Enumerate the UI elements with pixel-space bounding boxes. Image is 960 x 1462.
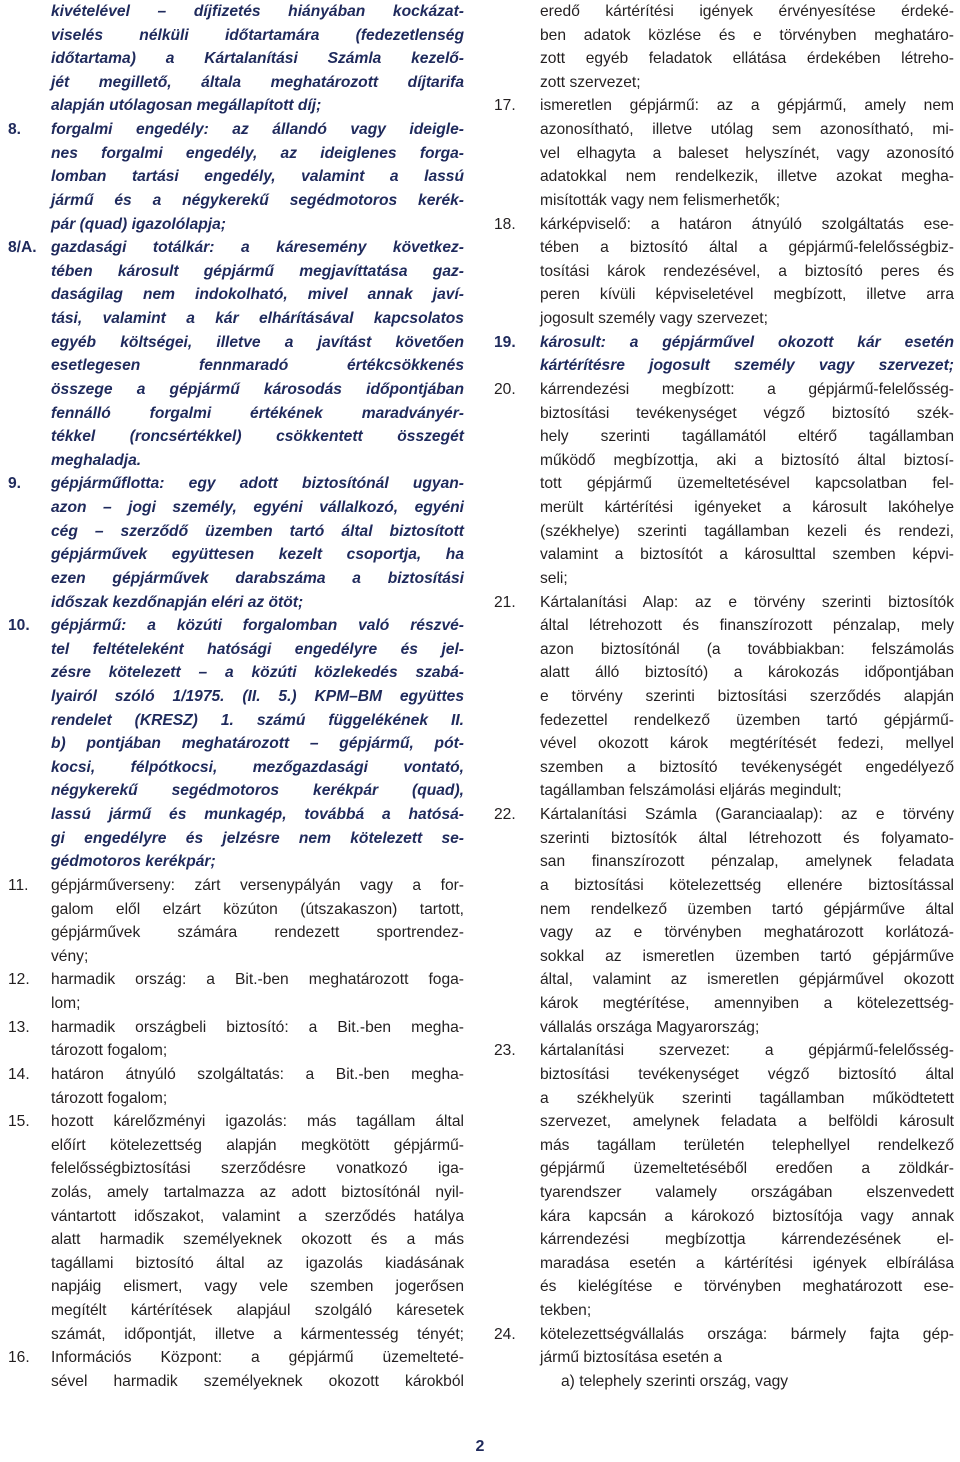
line-text: tében a biztosító által a gépjármű-felelősségbiz- — [540, 239, 954, 257]
text-line — [8, 1323, 464, 1347]
line-text: által, valamint az ismeretlen gépjárművel okozott — [540, 971, 954, 989]
item-number: 9. — [8, 475, 22, 493]
line-text: hely szerinti tagállamától eltérő tagállamban — [540, 428, 954, 446]
text-line — [8, 614, 464, 638]
text-line — [494, 1181, 954, 1205]
line-text: kárrendezési megbízott: a gépjármű-felelősség- — [540, 380, 954, 398]
item-number: 22. — [494, 806, 516, 824]
item-number: 17. — [494, 97, 516, 115]
line-text: számát, időpontját, illetve a kármentesség tényét; — [51, 1325, 464, 1343]
line-text: azon biztosítónál (a továbbiakban: felszámolás — [540, 640, 954, 658]
text-line — [8, 567, 464, 591]
text-line — [8, 425, 464, 449]
line-text: Információs Központ: a gépjármű üzemelteté- — [51, 1349, 464, 1367]
text-line — [8, 24, 464, 48]
text-line — [494, 1063, 954, 1087]
line-text: esetlegesen fennmaradó értékcsökkenés — [51, 357, 464, 375]
text-line — [494, 496, 954, 520]
text-line — [8, 1157, 464, 1181]
text-line — [494, 24, 954, 48]
line-text: megítélt kártérítések alapjául szolgáló káresetek — [51, 1302, 464, 1320]
text-line — [494, 1039, 954, 1063]
line-text: kocsi, félpótkocsi, mezőgazdasági vontató, — [51, 758, 464, 776]
text-line — [494, 614, 954, 638]
text-line — [494, 827, 954, 851]
text-line — [494, 1252, 954, 1276]
text-line — [494, 1157, 954, 1181]
text-line — [494, 992, 954, 1016]
line-text: más tagállam területén telephellyel rendelkező — [540, 1136, 954, 1154]
line-text: rendelet (KRESZ) 1. számú függelékének II. — [51, 711, 464, 729]
text-line — [8, 307, 464, 331]
line-text: gazdasági totálkár: a káresemény következ- — [51, 239, 464, 257]
text-line — [494, 307, 954, 331]
text-line — [8, 732, 464, 756]
text-line — [494, 260, 954, 284]
text-line — [8, 638, 464, 662]
line-text: kára kapcsán a károkozó biztosítója vagy annak — [540, 1207, 954, 1225]
text-line — [8, 921, 464, 945]
line-text: károk megtérítése, amennyiben a kötelezettség- — [540, 995, 954, 1013]
text-line — [494, 945, 954, 969]
line-text: valamint a biztosítót a károsulttal szemben képvi- — [540, 546, 954, 564]
line-text: gépjárművek együttesen kezelt csoportja, ha — [51, 546, 464, 564]
text-line — [8, 1275, 464, 1299]
item-number: 10. — [8, 617, 30, 635]
line-text: biztosítási tevékenységet végző biztosító szék- — [540, 404, 954, 422]
item-number: 13. — [8, 1018, 30, 1036]
line-text: biztosítási tevékenységet végző biztosító által — [540, 1065, 954, 1083]
text-line — [494, 425, 954, 449]
line-text: eredő kártérítési igények érvényesítése érdeké- — [540, 3, 954, 20]
line-text: lomban tartási engedély, valamint a lassú — [51, 168, 464, 186]
line-text: azon – jogi személy, egyéni vállalkozó, egyéni — [51, 499, 464, 517]
text-line — [8, 402, 464, 426]
text-line — [8, 827, 464, 851]
line-text: tagállamban felszámolási eljárás megindult; — [540, 782, 842, 800]
text-line — [8, 779, 464, 803]
text-line — [8, 189, 464, 213]
line-text: maradása esetén a kártérítési igények elbírálása — [540, 1254, 954, 1272]
line-text: és kielégítése e törvényben meghatározott ese- — [540, 1278, 954, 1296]
text-line — [494, 47, 954, 71]
text-line — [494, 0, 954, 24]
text-line — [494, 449, 954, 473]
text-line — [494, 1134, 954, 1158]
text-line — [494, 1275, 954, 1299]
text-line — [8, 992, 464, 1016]
line-text: tott gépjármű üzemeltetésével kapcsolatban fel- — [540, 475, 954, 493]
text-line — [494, 331, 954, 355]
text-line — [8, 661, 464, 685]
line-text: zott szervezet; — [540, 73, 641, 91]
text-line — [494, 874, 954, 898]
line-text: vével okozott károk megtérítését fedezi, mellyel — [540, 735, 954, 753]
text-line — [8, 283, 464, 307]
text-line — [494, 1205, 954, 1229]
line-text: forgalmi engedély: az állandó vagy ideigle- — [51, 121, 464, 139]
text-line — [494, 1110, 954, 1134]
line-text: tosítási károk rendezésével, a biztosító peres és — [540, 262, 954, 280]
text-line — [494, 756, 954, 780]
item-number: 8. — [8, 121, 22, 139]
line-text: időszak kezdőnapján eléri az ötöt; — [51, 593, 304, 611]
text-line — [494, 118, 954, 142]
item-number: 23. — [494, 1042, 516, 1060]
line-text: összege a gépjármű károsodás időpontjában — [51, 380, 464, 398]
line-text: ben adatok közlése és e törvényben meghatáro- — [540, 26, 954, 44]
item-number: 8/A. — [8, 239, 37, 257]
line-text: gi engedélyre és jelzésre nem kötelezett se- — [51, 829, 464, 847]
item-number: 21. — [494, 593, 516, 611]
line-text: adatokkal nem rendelkezik, illetve azokat megha- — [540, 168, 954, 186]
item-number: 11. — [8, 876, 29, 894]
line-text: fennálló forgalmi értékének maradványér- — [51, 404, 464, 422]
text-line — [494, 142, 954, 166]
item-number: 12. — [8, 971, 30, 989]
text-line — [8, 1346, 464, 1370]
text-line — [494, 567, 954, 591]
line-text: meghaladja. — [51, 451, 142, 469]
text-line — [494, 1016, 954, 1040]
text-line — [494, 236, 954, 260]
text-line — [8, 213, 464, 237]
line-text: gépjárműverseny: zárt versenypályán vagy a for- — [51, 876, 464, 894]
text-line — [8, 968, 464, 992]
text-line — [8, 756, 464, 780]
line-text: vántartott időszakot, valamint a szerződés hatálya — [51, 1207, 464, 1225]
line-text: alatt harmadik személyeknek okozott és a más — [51, 1231, 464, 1249]
text-line — [494, 661, 954, 685]
line-text: kivételével – díjfizetés hiányában kockázat- — [51, 3, 464, 20]
text-line — [494, 71, 954, 95]
line-text: tében károsult gépjármű megjavíttatása gaz- — [51, 262, 464, 280]
text-line — [494, 968, 954, 992]
text-line — [8, 142, 464, 166]
text-line — [8, 354, 464, 378]
text-line — [494, 732, 954, 756]
text-line — [8, 709, 464, 733]
text-line — [8, 1039, 464, 1063]
line-text: tagállami biztosító által az igazolás kiadásának — [51, 1254, 464, 1272]
line-text: vel elhagyta a baleset helyszínét, vagy azonosító — [540, 144, 954, 162]
text-line — [494, 213, 954, 237]
line-text: szerinti biztosítók által létrehozott és folyamato- — [540, 829, 954, 847]
line-text: azonosítható, illetve utólag sem azonosítható, mi- — [540, 121, 954, 139]
line-text: jármű és a négykerekű segédmotoros kerék- — [51, 191, 464, 209]
line-text: seli; — [540, 569, 568, 587]
line-text: harmadik ország: a Bit.-ben meghatározott foga- — [51, 971, 464, 989]
line-text: gépjármű: a közúti forgalomban való részvé- — [51, 617, 464, 635]
text-line — [494, 1299, 954, 1323]
text-line — [494, 520, 954, 544]
line-text: daságilag nem indokolható, mivel annak javí- — [51, 286, 464, 304]
line-text: gédmotoros kerékpár; — [51, 853, 216, 871]
line-text: tel feltételeként hatósági engedélyre és jel- — [51, 640, 464, 658]
line-text: kötelezettségvállalás országa: bármely fajta gép- — [540, 1325, 954, 1343]
line-text: sokkal az ismeretlen üzemben tartó gépjárműve — [540, 947, 954, 965]
item-number: 19. — [494, 333, 516, 351]
text-line — [8, 1205, 464, 1229]
text-line — [8, 803, 464, 827]
text-line — [8, 520, 464, 544]
line-text: egyéb költségei, illetve a javítást követően — [51, 333, 464, 351]
line-text: tási, valamint a kár elhárításával kapcsolatos — [51, 310, 464, 328]
line-text: időtartama) a Kártalanítási Számla kezelő- — [51, 50, 464, 68]
text-line — [8, 1087, 464, 1111]
line-text: tekben; — [540, 1302, 592, 1320]
line-text: peren kívüli képviseletével megbízott, illetve arra — [540, 286, 954, 304]
item-number: 18. — [494, 215, 516, 233]
line-text: tározott fogalom; — [51, 1042, 168, 1060]
item-number: 15. — [8, 1113, 30, 1131]
text-line — [494, 94, 954, 118]
text-line — [494, 1370, 954, 1394]
text-line — [8, 1016, 464, 1040]
line-text: gépjármű üzemeltetéséből eredően a zöldkár- — [540, 1160, 954, 1178]
text-line — [494, 189, 954, 213]
line-text: felelősségbiztosítási szerződésre vonatkozó iga- — [51, 1160, 464, 1178]
text-line — [8, 1370, 464, 1394]
text-line — [494, 1228, 954, 1252]
text-line — [8, 472, 464, 496]
text-line — [494, 685, 954, 709]
text-line — [8, 165, 464, 189]
line-text: előírt kötelezettség alapján megkötött gépjármű- — [51, 1136, 464, 1154]
line-text: lom; — [51, 995, 81, 1013]
line-text: ezen gépjárművek darabszáma a biztosítási — [51, 569, 464, 587]
text-line — [494, 1346, 954, 1370]
line-text: zolás, amely tartalmazza az adott biztosítónál nyil- — [51, 1184, 464, 1201]
line-text: misították vagy nem felismerhetők; — [540, 191, 781, 209]
line-text: san finanszírozott pénzalap, amelynek feladata — [540, 853, 954, 871]
text-line — [8, 118, 464, 142]
line-text: tározott fogalom; — [51, 1089, 168, 1107]
text-line — [494, 638, 954, 662]
line-text: gépjárművek számára rendezett sportrendez- — [51, 924, 464, 942]
line-text: hozott kárelőzményi igazolás: más tagállam által — [51, 1113, 464, 1131]
text-line — [8, 236, 464, 260]
line-text: által létrehozott és finanszírozott pénzalap, mely — [540, 617, 954, 635]
line-text: lassú jármű és munkagép, továbbá a hatósá- — [51, 806, 464, 824]
text-line — [8, 260, 464, 284]
line-text: kártalanítási szervezet: a gépjármű-felelősség- — [540, 1042, 954, 1060]
line-text: nem rendelkező üzemben tartó gépjárműve által — [540, 900, 954, 918]
text-line — [8, 1134, 464, 1158]
text-line — [8, 0, 464, 24]
line-text: Kártalanítási Számla (Garanciaalap): az e törvény — [540, 806, 954, 824]
line-text: határon átnyúló szolgáltatás: a Bit.-ben megha- — [51, 1065, 464, 1083]
text-line — [494, 591, 954, 615]
text-line — [8, 1228, 464, 1252]
line-text: működő megbízottja, aki a biztosító által biztosí- — [540, 451, 954, 469]
page-number: 2 — [475, 1438, 485, 1455]
line-text: b) pontjában meghatározott – gépjármű, pót- — [51, 735, 464, 753]
line-text: merült kártérítési igényeket a károsult lakóhelye — [540, 499, 954, 517]
text-line — [8, 945, 464, 969]
line-text: tékkel (roncsértékkel) csökkentett összegét — [51, 428, 464, 446]
text-line — [8, 47, 464, 71]
text-line — [8, 850, 464, 874]
line-text: nes forgalmi engedély, az ideiglenes forga- — [51, 144, 464, 162]
text-line — [8, 1181, 464, 1205]
text-line — [8, 1110, 464, 1134]
item-number: 14. — [8, 1065, 30, 1083]
text-line — [8, 331, 464, 355]
line-text: szervezet, amelynek feladata a belföldi károsult — [540, 1113, 954, 1131]
text-line — [494, 378, 954, 402]
line-text: kárrendezési megbízottja kárrendezésének el- — [540, 1231, 954, 1249]
line-text: Kártalanítási Alap: az e törvény szerinti biztosítók — [540, 593, 954, 611]
line-text: sével harmadik személyeknek okozott károkból — [51, 1372, 464, 1390]
line-text: harmadik országbeli biztosító: a Bit.-ben megha- — [51, 1018, 464, 1036]
line-text: gépjárműflotta: egy adott biztosítónál ugyan- — [51, 475, 464, 493]
text-line — [494, 898, 954, 922]
text-line — [494, 543, 954, 567]
text-line — [8, 591, 464, 615]
text-line — [8, 1063, 464, 1087]
line-text: szemben a biztosító tevékenységét engedélyező — [540, 758, 954, 776]
line-text: (székhelye) szerinti tagállamban kezeli és rendezi, — [540, 522, 954, 540]
line-text: a biztosítási kötelezettség ellenére biztosítással — [540, 876, 954, 894]
text-line — [494, 1087, 954, 1111]
line-text: kártérítésre jogosult személy vagy szervezet; — [540, 357, 954, 375]
text-line — [8, 874, 464, 898]
line-text: zott egyéb feladatok ellátása érdekében létreho- — [540, 50, 954, 68]
line-text: galom elől elzárt közúton (útszakaszon) tartott, — [51, 900, 464, 918]
line-text: lyairól szóló 1/1975. (II. 5.) KPM–BM együttes — [51, 687, 464, 705]
line-text: viselés nélküli időtartamára (fedezetlenség — [51, 26, 464, 44]
line-text: jármű biztosítása esetén a — [540, 1349, 723, 1367]
line-text: zésre kötelezett – a közúti közlekedés szabá- — [51, 664, 464, 682]
text-line — [8, 685, 464, 709]
line-text: jét megillető, általa meghatározott díjtarifa — [51, 73, 464, 91]
line-text: ismeretlen gépjármű: az a gépjármű, amely nem — [540, 97, 954, 115]
line-text: vagy az e törvényben meghatározott korlátozá- — [540, 924, 954, 942]
text-line — [8, 449, 464, 473]
line-text: a) telephely szerinti ország, vagy — [561, 1372, 789, 1390]
item-number: 16. — [8, 1349, 30, 1367]
line-text: négykerekű segédmotoros kerékpár (quad), — [51, 782, 464, 800]
line-text: pár (quad) igazolólapja; — [51, 215, 227, 233]
line-text: alapján utólagosan megállapított díj; — [51, 97, 322, 115]
text-line — [494, 402, 954, 426]
line-text: jogosult személy vagy szervezet; — [540, 310, 768, 328]
line-text: vény; — [51, 947, 89, 965]
line-text: alatt álló biztosító) a károkozás időpontjában — [540, 664, 954, 682]
text-line — [494, 803, 954, 827]
text-line — [8, 1299, 464, 1323]
item-number: 24. — [494, 1325, 516, 1343]
text-line — [494, 850, 954, 874]
line-text: károsult: a gépjárművel okozott kár esetén — [540, 333, 954, 351]
text-line — [494, 1323, 954, 1347]
text-line — [494, 709, 954, 733]
line-text: kárképviselő: a határon átnyúló szolgáltatás ese- — [540, 215, 954, 233]
text-line — [8, 1252, 464, 1276]
text-line — [8, 378, 464, 402]
text-line — [494, 283, 954, 307]
text-line — [8, 71, 464, 95]
line-text: vállalás országa Magyarország; — [540, 1018, 760, 1036]
text-line — [494, 165, 954, 189]
text-line — [494, 472, 954, 496]
line-text: a székhelyük szerinti tagállamban működtetett — [540, 1089, 954, 1107]
line-text: fedezettel rendelkező üzemben tartó gépjármű- — [540, 711, 954, 729]
text-line — [8, 898, 464, 922]
line-text: napjáig elismert, vagy vele szemben jogerősen — [51, 1278, 464, 1296]
text-line — [494, 921, 954, 945]
item-number: 20. — [494, 380, 516, 398]
text-line — [494, 354, 954, 378]
line-text: tyarendszer valamely országában elszenvedett — [540, 1184, 954, 1201]
text-line — [8, 94, 464, 118]
text-line — [494, 779, 954, 803]
line-text: cég – szerződő üzemben tartó által biztosított — [51, 522, 464, 540]
text-line — [8, 543, 464, 567]
line-text: e törvény szerinti biztosítási szerződés alapján — [540, 687, 954, 705]
text-line — [8, 496, 464, 520]
